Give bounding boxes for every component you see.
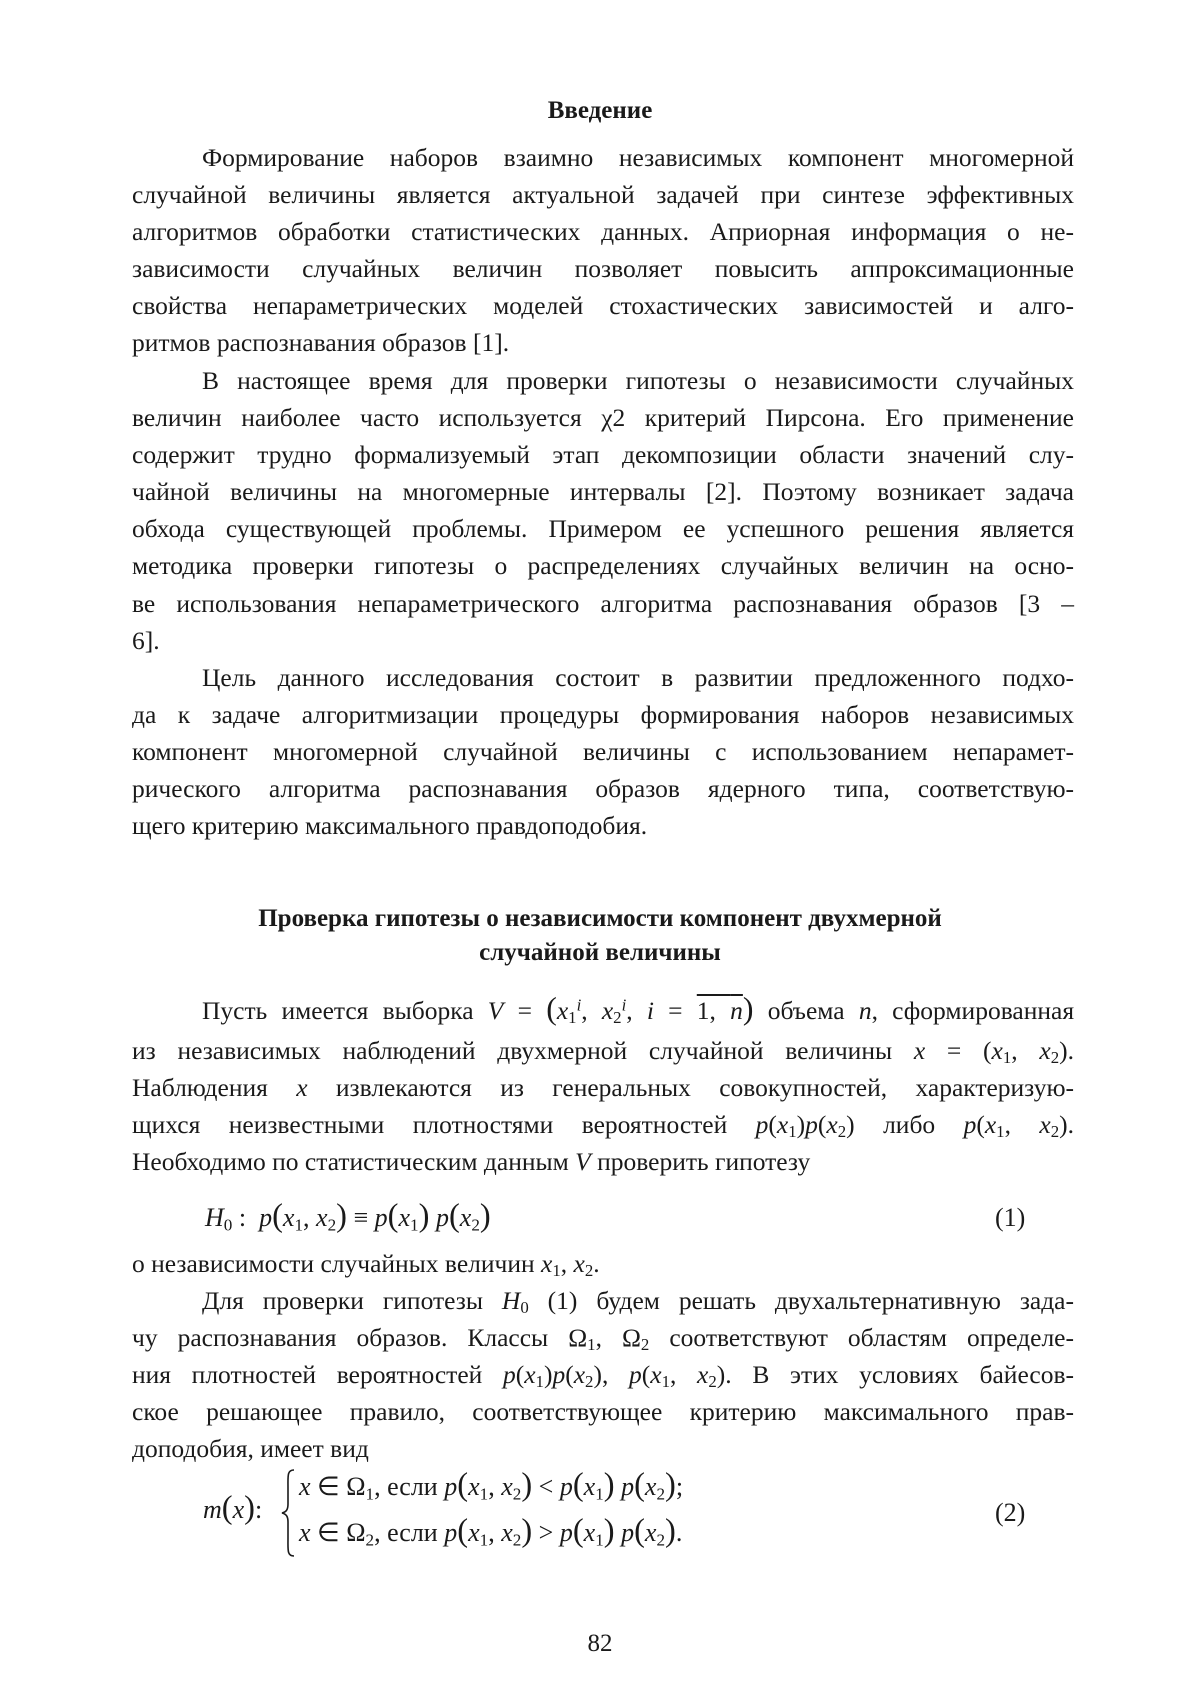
text-line: рического алгоритма распознавания образов ядерного типа, соответствую- (132, 774, 1074, 804)
paragraph-3 (132, 659, 1074, 844)
section-heading-introduction: Введение (547, 97, 653, 124)
text-line: ве использования непараметрического алгоритма распознавания образов [3 – (132, 588, 1074, 618)
text-fragment: чу распознавания образов. Классы (132, 1323, 549, 1353)
text-line: 6]. (132, 625, 160, 655)
text-fragment: . В этих условиях байесов- (725, 1360, 1075, 1390)
text-line: да к задаче алгоритмизации процедуры формирования наборов независимых (132, 700, 1074, 730)
text-line: чу распознавания образов. Классы $\Omega_1$, $\Omega_2$ соответствуют областям определе- (132, 1323, 1074, 1355)
text-fragment: извлекаются из генеральных совокупностей, характеризую- (335, 1073, 1075, 1103)
text-line: доподобия, имеет вид (132, 1434, 369, 1464)
text-fragment: либо (883, 1110, 936, 1140)
text-line: Формирование наборов взаимно независимых компонент многомерной (202, 143, 1074, 172)
text-line: о независимости случайных величин $x_1$, $x_2$. (132, 1249, 600, 1281)
text-line: алгоритмов обработки статистических данных. Априорная информация о не- (132, 217, 1074, 247)
inline-math: $p(x_1)p(x_2)$ (755, 1110, 855, 1142)
text-fragment: соответствуют областям определе- (669, 1323, 1074, 1353)
paragraph-5 (132, 1245, 1074, 1282)
text-fragment: Пусть имеется выборка (202, 996, 474, 1025)
text-line: компонент многомерной случайной величины с использованием непарамет- (132, 737, 1074, 767)
text-line: обхода существующей проблемы. Примером ее успешного решения является (132, 514, 1074, 544)
text-fragment: ния плотностей вероятностей (132, 1360, 483, 1390)
decision-rule-case-2: x ∈ $\Omega_2$, если $p(x_1$, $x_2) > p(x_1)$ $p(x_2)$. (299, 1513, 683, 1550)
paragraph-4 (132, 990, 1074, 1180)
text-line: Наблюдения x извлекаются из генеральных совокупностей, характеризую- (132, 1073, 1075, 1103)
text-fragment: (1) будем решать двухальтернативную зада- (547, 1286, 1074, 1315)
text-line (132, 990, 1074, 1032)
text-fragment: о независимости случайных величин (132, 1249, 535, 1278)
inline-math: $p(x_1$, $x_2$). (963, 1110, 1074, 1142)
text-line: Для проверки гипотезы $H_0$ (1) будем решать двухальтернативную зада- (202, 1286, 1074, 1318)
text-line: ское решающее правило, соответствующее критерию максимального прав- (132, 1397, 1074, 1427)
text-fragment: если (387, 1518, 438, 1547)
paragraph-2 (132, 362, 1074, 659)
inline-math: $x = (x_1$, $x_2$). (913, 1036, 1075, 1068)
text-fragment: если (387, 1472, 438, 1501)
text-line: ритмов распознавания образов [1]. (132, 328, 510, 358)
text-line: щего критерию максимального правдоподобия. (132, 811, 648, 841)
section-heading-hypothesis: Проверка гипотезы о независимости компонент двухмерной (258, 905, 942, 932)
text-fragment: проверить гипотезу (597, 1147, 811, 1177)
sample-formula: $V = (x_1^i$, $x_2^i$, i = 1, n) (487, 991, 754, 1028)
text-line: величин наиболее часто используется χ2 критерий Пирсона. Его применение (132, 403, 1074, 433)
text-fragment: Наблюдения (132, 1073, 268, 1103)
text-fragment: объема (767, 996, 845, 1025)
page-number: 82 (587, 1630, 613, 1657)
text-line: содержит трудно формализуемый этап декомпозиции области значений слу- (132, 440, 1074, 470)
text-fragment: Для проверки гипотезы (202, 1286, 483, 1315)
equation-1: $H_0$ : $p(x_1$, $x_2) \equiv p(x_1)$ $p(x_2)$ (205, 1198, 491, 1235)
equation-number-2: (2) (995, 1498, 1026, 1527)
paragraph-1 (132, 139, 1074, 362)
text-line: ния плотностей вероятностей $p(x_1)p(x_2)$, $p(x_1$, $x_2$). В этих условиях байесов- (132, 1360, 1075, 1392)
decision-rule-lhs: m(x): (203, 1490, 263, 1526)
variable-n: n (858, 996, 872, 1025)
section-heading-hypothesis-line2: случайной величины (479, 939, 721, 966)
equation-2 (203, 1468, 763, 1558)
text-fragment: Необходимо по статистическим данным (132, 1147, 569, 1177)
equation-number-1: (1) (995, 1203, 1026, 1232)
text-line (132, 1032, 1074, 1069)
left-brace-icon (281, 1468, 295, 1558)
text-line: Необходимо по статистическим данным V проверить гипотезу (132, 1147, 811, 1177)
decision-rule-case-1: x ∈ $\Omega_1$, если $p(x_1$, $x_2) < p(x_1)$ $p(x_2)$; (299, 1467, 684, 1504)
text-fragment: из независимых наблюдений двухмерной случайной величины (132, 1036, 893, 1065)
text-line: зависимости случайных величин позволяет повысить аппроксимационные (132, 254, 1074, 284)
text-line: методика проверки гипотезы о распределениях случайных величин на осно- (132, 551, 1074, 581)
text-fragment: щихся неизвестными плотностями вероятностей (132, 1110, 728, 1140)
text-line (132, 1106, 1074, 1143)
text-line: Цель данного исследования состоит в развитии предложенного подхо- (202, 663, 1074, 692)
paragraph-6 (132, 1282, 1074, 1467)
text-line: В настоящее время для проверки гипотезы о независимости случайных (202, 366, 1074, 395)
text-fragment: , сформированная (871, 996, 1075, 1025)
text-line: случайной величины является актуальной задачей при синтезе эффективных (132, 180, 1074, 210)
text-line: свойства непараметрических моделей стохастических зависимостей и алго- (132, 291, 1074, 321)
text-line: чайной величины на многомерные интервалы [2]. Поэтому возникает задача (132, 477, 1074, 507)
